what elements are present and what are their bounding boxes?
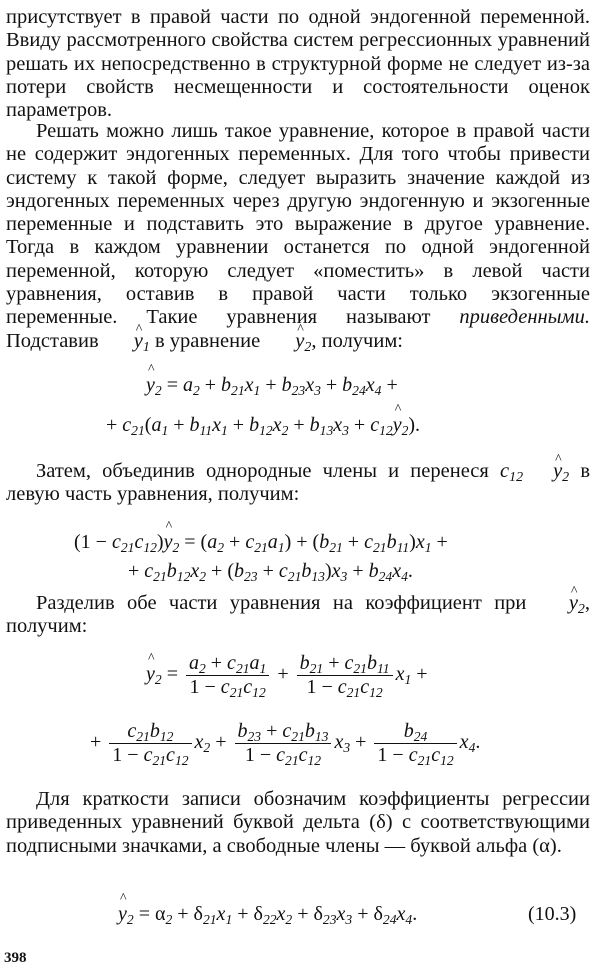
symbol-y2-hat: ^ y xyxy=(265,330,304,353)
term-reduced: приведенными. xyxy=(459,306,590,329)
paragraph-combine: Затем, объединив однородные члены и перенеся $c_{12}\^{}$ $y_2$ в левую часть уравнения, получим: xyxy=(6,460,590,507)
paragraph-divide: Разделив обе части уравнения на коэффициент при ^ $y_2$, получим: xyxy=(6,592,590,639)
equation-number: (10.3) xyxy=(528,903,577,925)
page-number: 398 xyxy=(4,950,27,966)
equation-combined-line1: $(1 - c_{21}c_{12})\^{}$ $y_2 = (a_2 + c_{21}a_1) + (b_{21} + c_{21}b_{11})x_1$ + xyxy=(74,531,448,554)
combine-text-a: Затем, объединив однородные члены и перенеся xyxy=(36,460,489,482)
divide-text-b: , получим: xyxy=(6,592,591,638)
notation-text: Для краткости записи обозначим коэффициенты регрессии приведенных уравнений буквой дельта (δ) с соответствующими подписными значками, а свободные члены — буквой альфа (α). xyxy=(6,788,590,857)
equation-fraction-line2: + $\frac{c_{21}b_{12}}{1 - c_{21}c_{12}}$ $x_2$ + $\frac{b_{23} + c_{21}b_{13}}{1 - c_{21}c_{12}}$ $x_3$ + $\frac{b_{24}}{1 - c_{21}c_{12}}$ $x_4$. xyxy=(90,720,481,768)
paragraph-reduced-form-text: Решать можно лишь такое уравнение, которое в правой части не содержит эндогенных переменных. Для того чтобы привести систему к такой форме, следует выразить значение каждой из эндогенных переменных через другую эндогенную и экзогенные переменные и подставить это выражение в другое уравнение. Тогда в каждом уравнении останется по одной эндогенной переменной, которую следует «поместить» в левой части уравнения, оставив в правой части только экзогенные переменные. Такие уравнения называют xyxy=(6,120,590,329)
combine-text-b: в левую часть уравнения, получим: xyxy=(6,460,590,506)
equation-substitution-line1: ^ $y_2 = a_2 + b_{21}x_1 + b_{23}x_3 + b_{24}x_4$ + xyxy=(146,374,398,397)
equation-fraction-line1: ^ $y_2$ = $\frac{a_2 + c_{21}a_1}{1 - c_{21}c_{12}}$ + $\frac{b_{21} + c_{21}b_{11}}{1 - c_{21}c_{12}}$ $x_1$ + xyxy=(146,652,428,699)
substitution-end: , получим: xyxy=(311,329,404,352)
equation-reduced-form: ^ $y_2 = \alpha_2 + \delta_{21}x_1 + \delta_{22}x_2 + \delta_{23}x_3 + \delta_{24}x_4$. xyxy=(118,903,417,926)
symbol-y1-hat: ^ y xyxy=(104,330,143,353)
paragraph-reduced-form: Решать можно лишь такое уравнение, которое в правой части не содержит эндогенных переменных. Для того чтобы привести систему к такой форме, следует выразить значение каждой из эндогенных переменных через другую эндогенную и экзогенные переменные и подставить это выражение в другое уравнение. Тогда в каждом уравнении останется по одной эндогенной переменной, которую следует «поместить» в левой части уравнения, оставив в правой части только экзогенные переменные. Такие уравнения называют приведенными. Подставив ^ $y_1$ в уравнение ^ $y_2$, получим: xyxy=(6,120,590,353)
equation-combined-line2: + $c_{21}b_{12}x_2 + (b_{23} + c_{21}b_{13})x_3 + b_{24}x_4$. xyxy=(128,560,413,584)
substitution-mid: в уравнение xyxy=(154,329,261,352)
divide-text-a: Разделив обе части уравнения на коэффициент при xyxy=(36,592,527,614)
equation-substitution-line2: + $c_{21}(a_1 + b_{11}x_1 + b_{12}x_2 + b_{13}x_3$ + $c_{12}\^{}$ $y_2$). xyxy=(106,414,420,437)
substitution-lead: Подставив xyxy=(6,329,99,352)
paragraph-intro xyxy=(6,6,590,122)
paragraph-intro-text: присутствует в правой части по одной эндогенной переменной. Ввиду рассмотренного свойства систем регрессионных уравнений решать их непосредственно в структурной форме не следует из-за потери свойств несмещенности и состоятельности оценок параметров. xyxy=(6,6,590,122)
paragraph-notation xyxy=(6,788,590,858)
